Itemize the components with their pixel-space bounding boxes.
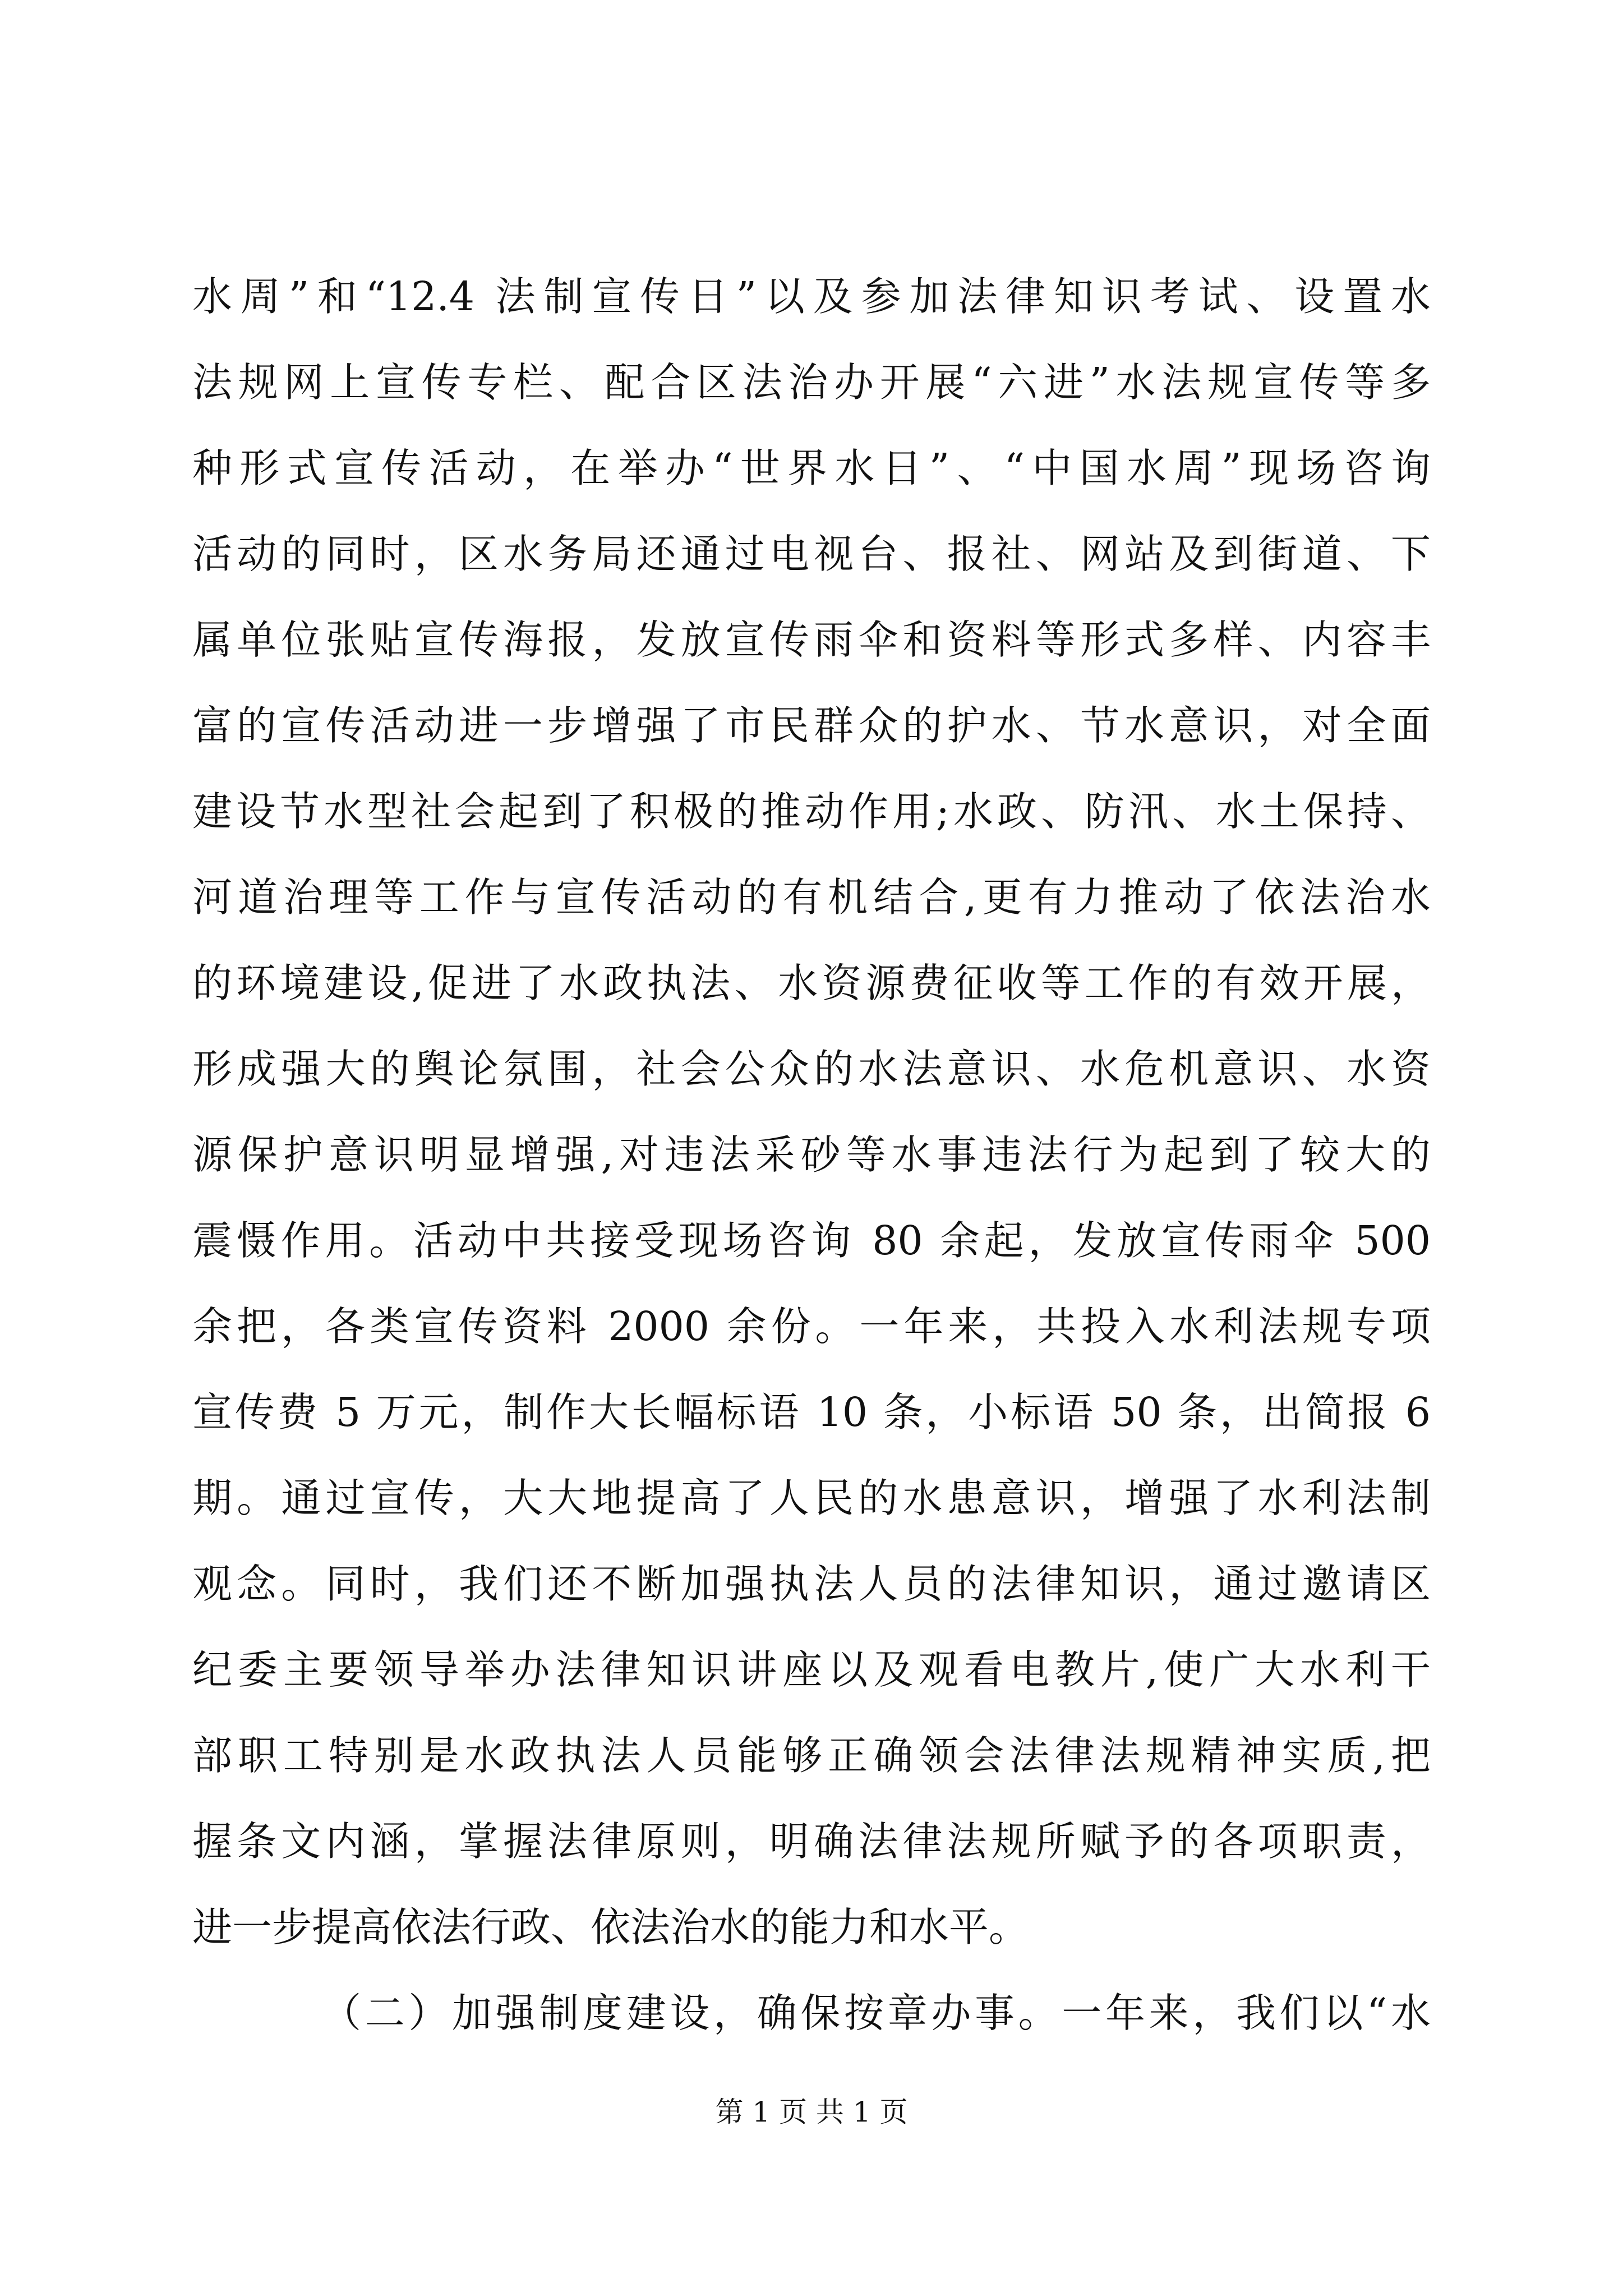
text-line: 宣传费 5 万元，制作大长幅标语 10 条，小标语 50 条，出简报 6 — [192, 1389, 1431, 1435]
text-line: 属单位张贴宣传海报，发放宣传雨伞和资料等形式多样、内容丰 — [192, 616, 1431, 663]
text-line: 富的宣传活动进一步增强了市民群众的护水、节水意识，对全面 — [192, 702, 1431, 749]
text-line: 纪委主要领导举办法律知识讲座以及观看电教片,使广大水利干 — [192, 1646, 1431, 1693]
body-paragraphs — [192, 254, 1431, 2056]
text-line: 法规网上宣传专栏、配合区法治办开展“六进”水法规宣传等多 — [192, 359, 1431, 406]
text-line: 活动的同时，区水务局还通过电视台、报社、网站及到街道、下 — [192, 531, 1431, 577]
section-heading-line: （二）加强制度建设，确保按章办事。一年来，我们以“水 — [321, 1990, 1431, 2036]
paragraph-end-line: 进一步提高依法行政、依法治水的能力和水平。 — [192, 1904, 1029, 1950]
text-line: 水周”和“12.4 法制宣传日”以及参加法律知识考试、设置水 — [192, 273, 1431, 320]
text-line: 期。通过宣传，大大地提高了人民的水患意识，增强了水利法制 — [192, 1475, 1431, 1521]
text-line: 源保护意识明显增强,对违法采砂等水事违法行为起到了较大的 — [192, 1131, 1431, 1178]
text-line: 种形式宣传活动，在举办“世界水日”、“中国水周”现场咨询 — [192, 445, 1431, 491]
text-line: 握条文内涵，掌握法律原则，明确法律法规所赋予的各项职责， — [192, 1818, 1431, 1865]
text-line: 形成强大的舆论氛围，社会公众的水法意识、水危机意识、水资 — [192, 1046, 1431, 1092]
text-line: 河道治理等工作与宣传活动的有机结合,更有力推动了依法治水 — [192, 874, 1431, 921]
text-line: 震慑作用。活动中共接受现场咨询 80 余起，发放宣传雨伞 500 — [192, 1217, 1431, 1264]
text-line: 的环境建设,促进了水政执法、水资源费征收等工作的有效开展， — [192, 960, 1431, 1006]
text-line: 观念。同时，我们还不断加强执法人员的法律知识，通过邀请区 — [192, 1561, 1431, 1607]
text-line: 建设节水型社会起到了积极的推动作用;水政、防汛、水土保持、 — [192, 788, 1431, 835]
text-line: 余把，各类宣传资料 2000 余份。一年来，共投入水利法规专项 — [192, 1303, 1431, 1350]
text-line: 部职工特别是水政执法人员能够正确领会法律法规精神实质,把 — [192, 1732, 1431, 1779]
page-footer: 第 1 页 共 1 页 — [715, 2096, 908, 2128]
